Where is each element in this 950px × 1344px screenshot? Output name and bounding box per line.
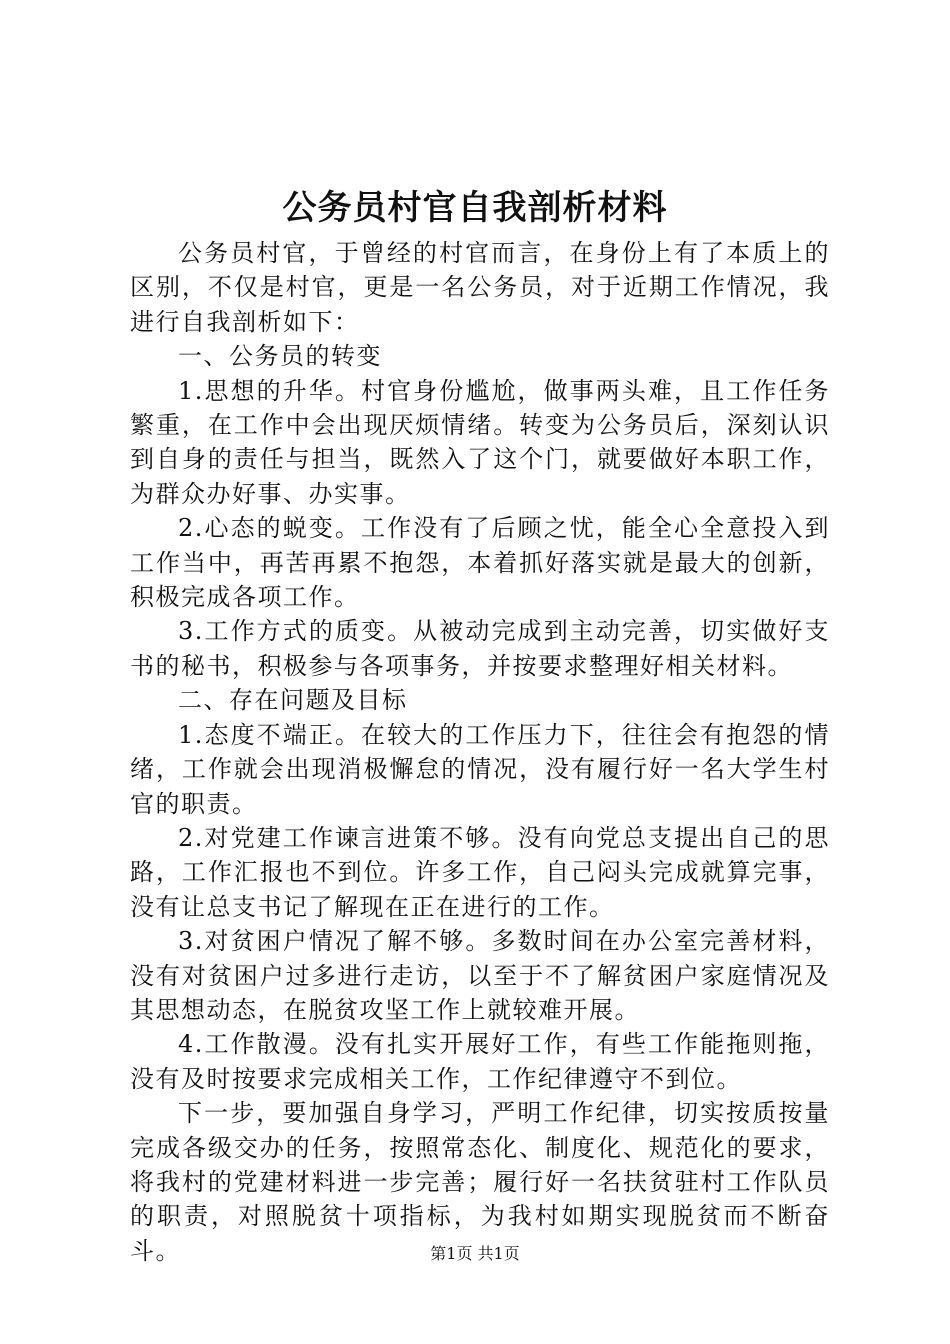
document-title: 公务员村官自我剖析材料 [282, 188, 668, 228]
conclusion-paragraph: 下一步，要加强自身学习，严明工作纪律，切实按质按量完成各级交办的任务，按照常态化、制度化、规范化的要求，将我村的党建材料进一步完善；履行好一名扶贫驻村工作队员的职责，对照脱贫十项指标，为我村如期实现脱贫而不断奋斗。 [130, 1099, 830, 1265]
paragraph-2-1: 1.态度不端正。在较大的工作压力下，往往会有抱怨的情绪，工作就会出现消极懈怠的情况，没有履行好一名大学生村官的职责。 [130, 720, 830, 818]
intro-paragraph: 公务员村官，于曾经的村官而言，在身份上有了本质上的区别，不仅是村官，更是一名公务员，对于近期工作情况，我进行自我剖析如下： [130, 239, 830, 336]
section-heading-1: 一、公务员的转变 [178, 342, 382, 371]
paragraph-2-4: 4.工作散漫。没有扎实开展好工作，有些工作能拖则拖，没有及时按要求完成相关工作，工作纪律遵守不到位。 [130, 1030, 830, 1093]
section-heading-2: 二、存在问题及目标 [178, 686, 408, 715]
paragraph-1-1: 1.思想的升华。村官身份尴尬，做事两头难，且工作任务繁重，在工作中会出现厌烦情绪。转变为公务员后，深刻认识到自身的责任与担当，既然入了这个门，就要做好本职工作，为群众办好事、办实事。 [130, 376, 830, 508]
page-footer: 第1页 共1页 [430, 1244, 520, 1263]
paragraph-2-3: 3.对贫困户情况了解不够。多数时间在办公室完善材料，没有对贫困户过多进行走访，以至于不了解贫困户家庭情况及其思想动态，在脱贫攻坚工作上就较难开展。 [130, 927, 830, 1024]
paragraph-1-3: 3.工作方式的质变。从被动完成到主动完善，切实做好支书的秘书，积极参与各项事务，并按要求整理好相关材料。 [130, 617, 830, 680]
paragraph-2-2: 2.对党建工作谏言进策不够。没有向党总支提出自己的思路，工作汇报也不到位。许多工作，自己闷头完成就算完事，没有让总支书记了解现在正在进行的工作。 [130, 823, 830, 921]
paragraph-1-2: 2.心态的蜕变。工作没有了后顾之忧，能全心全意投入到工作当中，再苦再累不抱怨，本着抓好落实就是最大的创新，积极完成各项工作。 [130, 514, 830, 612]
document-body [130, 236, 830, 1268]
